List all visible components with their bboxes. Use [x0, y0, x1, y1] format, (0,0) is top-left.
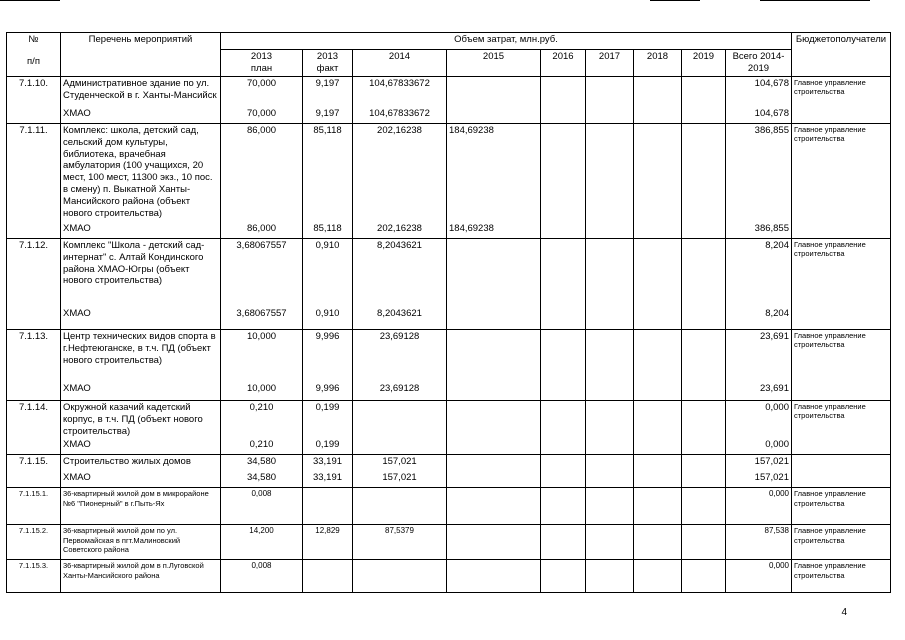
recipient: Главное управление строительства [792, 76, 891, 123]
header-2018: 2018 [634, 50, 682, 77]
table-row [7, 329, 891, 382]
value-2015 [447, 400, 541, 438]
sub-2013-plan: 86,000 [221, 222, 303, 239]
value-2013-fact [303, 488, 353, 525]
value-2014: 8,2043621 [353, 238, 447, 307]
item-number: 7.1.14. [7, 400, 61, 455]
item-name: Административное здание по ул. Студенческой в г. Ханты-Мансийск [61, 76, 221, 107]
value-empty [586, 400, 634, 438]
recipient: Главное управление строительства [792, 525, 891, 560]
item-number: 7.1.15.3. [7, 560, 61, 593]
header-2013-plan: 2013 план [221, 50, 303, 77]
value-empty [541, 400, 586, 438]
sub-2013-plan: 70,000 [221, 107, 303, 124]
table-row-sub [7, 438, 891, 455]
item-name: Комплекс: школа, детский сад, сельский дом культуры, библиотека, врачебная амбулатория (100 учащихся, 20 мест, 100 мест, 11300 экз., 10 пос. в смену) п. Выкатной Ханты-Мансийского района (объект нового строительства) [61, 123, 221, 222]
value-empty [634, 488, 682, 525]
cost-table [6, 32, 891, 593]
sub-2015 [447, 438, 541, 455]
value-empty [682, 438, 726, 455]
header-2014: 2014 [353, 50, 447, 77]
value-empty [541, 488, 586, 525]
value-2013-fact: 85,118 [303, 123, 353, 222]
recipient: Главное управление строительства [792, 123, 891, 238]
value-empty [682, 455, 726, 472]
sub-2014: 157,021 [353, 471, 447, 488]
value-2013-fact: 9,197 [303, 76, 353, 107]
value-total: 0,000 [726, 400, 792, 438]
header-cost: Объем затрат, млн.руб. [221, 33, 792, 50]
item-number: 7.1.15.2. [7, 525, 61, 560]
header-list: Перечень мероприятий [61, 33, 221, 77]
recipient: Главное управление строительства [792, 238, 891, 329]
value-empty [586, 329, 634, 382]
value-empty [682, 488, 726, 525]
value-empty [682, 307, 726, 330]
sub-2013-fact: 0,199 [303, 438, 353, 455]
table-row [7, 455, 891, 472]
value-empty [586, 222, 634, 239]
value-empty [634, 400, 682, 438]
value-empty [634, 382, 682, 401]
value-2013-fact: 9,996 [303, 329, 353, 382]
value-empty [634, 123, 682, 222]
value-empty [541, 382, 586, 401]
header-2013-fact: 2013 факт [303, 50, 353, 77]
value-empty [634, 525, 682, 560]
header-num: № п/п [7, 33, 61, 77]
table-row-sub [7, 307, 891, 330]
sub-2014: 23,69128 [353, 382, 447, 401]
value-2015 [447, 238, 541, 307]
value-2013-plan: 0,008 [221, 560, 303, 593]
value-2013-plan: 34,580 [221, 455, 303, 472]
item-region: ХМАО [61, 107, 221, 124]
value-2014: 104,67833672 [353, 76, 447, 107]
recipient: Главное управление строительства [792, 488, 891, 525]
value-empty [634, 238, 682, 307]
table-row [7, 400, 891, 438]
top-rule-left [0, 0, 60, 1]
value-empty [682, 471, 726, 488]
value-empty [541, 455, 586, 472]
value-empty [682, 107, 726, 124]
value-empty [586, 382, 634, 401]
item-region: ХМАО [61, 471, 221, 488]
value-2013-fact: 33,191 [303, 455, 353, 472]
value-2015 [447, 329, 541, 382]
value-empty [541, 123, 586, 222]
value-empty [586, 76, 634, 107]
value-2015 [447, 76, 541, 107]
value-empty [682, 329, 726, 382]
value-empty [541, 238, 586, 307]
value-2013-plan: 86,000 [221, 123, 303, 222]
item-name: 36-квартирный жилой дом по ул. Первомайская в пгт.Малиновский Советского района [61, 525, 221, 560]
recipient: Главное управление строительства [792, 329, 891, 400]
sub-2015 [447, 107, 541, 124]
sub-2013-plan: 34,580 [221, 471, 303, 488]
value-2014 [353, 400, 447, 438]
value-empty [682, 400, 726, 438]
header-total: Всего 2014-2019 [726, 50, 792, 77]
sub-total: 23,691 [726, 382, 792, 401]
value-empty [541, 525, 586, 560]
value-empty [541, 471, 586, 488]
value-empty [447, 525, 541, 560]
header-2015: 2015 [447, 50, 541, 77]
item-number: 7.1.15. [7, 455, 61, 488]
value-empty [586, 107, 634, 124]
table-row [7, 123, 891, 222]
value-2013-plan: 0,008 [221, 488, 303, 525]
item-number: 7.1.11. [7, 123, 61, 238]
header-2017: 2017 [586, 50, 634, 77]
value-empty [634, 307, 682, 330]
value-2013-plan: 14,200 [221, 525, 303, 560]
item-region: ХМАО [61, 307, 221, 330]
value-empty [634, 329, 682, 382]
value-empty [682, 238, 726, 307]
table-row-sub [7, 222, 891, 239]
value-2014: 202,16238 [353, 123, 447, 222]
sub-2013-fact: 33,191 [303, 471, 353, 488]
value-2013-plan: 10,000 [221, 329, 303, 382]
table-row [7, 560, 891, 593]
recipient: Главное управление строительства [792, 400, 891, 455]
value-2014: 157,021 [353, 455, 447, 472]
table-row-sub [7, 107, 891, 124]
sub-2013-plan: 10,000 [221, 382, 303, 401]
value-empty [634, 560, 682, 593]
value-2015 [447, 455, 541, 472]
table-row [7, 76, 891, 107]
value-2014: 87,5379 [353, 525, 447, 560]
sub-total: 104,678 [726, 107, 792, 124]
value-empty [586, 525, 634, 560]
value-empty [586, 560, 634, 593]
top-rule-right [760, 0, 870, 1]
value-empty [586, 488, 634, 525]
table-row [7, 525, 891, 560]
item-number: 7.1.15.1. [7, 488, 61, 525]
table-row-sub [7, 471, 891, 488]
sub-2013-fact: 85,118 [303, 222, 353, 239]
value-empty [447, 488, 541, 525]
value-2015: 184,69238 [447, 123, 541, 222]
value-empty [586, 123, 634, 222]
item-region: ХМАО [61, 438, 221, 455]
sub-2013-plan: 3,68067557 [221, 307, 303, 330]
sub-2013-plan: 0,210 [221, 438, 303, 455]
item-name: Центр технических видов спорта в г.Нефтеюганске, в т.ч. ПД (объект нового строительства) [61, 329, 221, 382]
page-number: 4 [841, 607, 847, 618]
value-total: 104,678 [726, 76, 792, 107]
value-total: 87,538 [726, 525, 792, 560]
value-2013-fact: 12,829 [303, 525, 353, 560]
value-empty [541, 307, 586, 330]
sub-total: 157,021 [726, 471, 792, 488]
value-2014 [353, 560, 447, 593]
sub-2015 [447, 471, 541, 488]
value-total: 157,021 [726, 455, 792, 472]
value-empty [682, 525, 726, 560]
value-empty [541, 438, 586, 455]
table-row-sub [7, 382, 891, 401]
sub-2015 [447, 382, 541, 401]
value-empty [634, 471, 682, 488]
value-2013-plan: 0,210 [221, 400, 303, 438]
value-total: 8,204 [726, 238, 792, 307]
value-2013-fact [303, 560, 353, 593]
value-empty [634, 222, 682, 239]
value-empty [634, 455, 682, 472]
value-total: 386,855 [726, 123, 792, 222]
table-row [7, 238, 891, 307]
sub-2013-fact: 9,197 [303, 107, 353, 124]
sub-2013-fact: 0,910 [303, 307, 353, 330]
item-number: 7.1.13. [7, 329, 61, 400]
sub-total: 0,000 [726, 438, 792, 455]
value-2013-fact: 0,910 [303, 238, 353, 307]
item-name: Окружной казачий кадетский корпус, в т.ч. ПД (объект нового строительства) [61, 400, 221, 438]
value-empty [682, 382, 726, 401]
value-2014 [353, 488, 447, 525]
value-empty [634, 76, 682, 107]
value-empty [541, 76, 586, 107]
value-empty [634, 107, 682, 124]
sub-2014 [353, 438, 447, 455]
item-region: ХМАО [61, 222, 221, 239]
value-empty [541, 329, 586, 382]
value-empty [682, 76, 726, 107]
value-2014: 23,69128 [353, 329, 447, 382]
item-number: 7.1.10. [7, 76, 61, 123]
value-2013-plan: 3,68067557 [221, 238, 303, 307]
item-region: ХМАО [61, 382, 221, 401]
sub-total: 386,855 [726, 222, 792, 239]
item-name: Комплекс "Школа - детский сад-интернат" с. Алтай Кондинского района ХМАО-Югры (объект нового строительства) [61, 238, 221, 307]
top-rule-mid [650, 0, 700, 1]
table-row [7, 488, 891, 525]
item-name: Строительство жилых домов [61, 455, 221, 472]
value-total: 0,000 [726, 488, 792, 525]
value-total: 23,691 [726, 329, 792, 382]
sub-2013-fact: 9,996 [303, 382, 353, 401]
value-2013-plan: 70,000 [221, 76, 303, 107]
recipient: Главное управление строительства [792, 560, 891, 593]
value-empty [586, 438, 634, 455]
value-2013-fact: 0,199 [303, 400, 353, 438]
value-empty [586, 471, 634, 488]
sub-2015: 184,69238 [447, 222, 541, 239]
sub-2014: 8,2043621 [353, 307, 447, 330]
value-empty [586, 307, 634, 330]
header-2019: 2019 [682, 50, 726, 77]
sub-2014: 104,67833672 [353, 107, 447, 124]
value-empty [586, 455, 634, 472]
value-empty [682, 560, 726, 593]
value-total: 0,000 [726, 560, 792, 593]
recipient [792, 455, 891, 488]
value-empty [586, 238, 634, 307]
item-number: 7.1.12. [7, 238, 61, 329]
item-name: 36-квартирный жилой дом в микрорайоне №6 "Пионерный" в г.Пыть-Ях [61, 488, 221, 525]
sub-total: 8,204 [726, 307, 792, 330]
value-empty [634, 438, 682, 455]
value-empty [447, 560, 541, 593]
value-empty [682, 222, 726, 239]
value-empty [541, 560, 586, 593]
sub-2014: 202,16238 [353, 222, 447, 239]
value-empty [541, 222, 586, 239]
value-empty [541, 107, 586, 124]
sub-2015 [447, 307, 541, 330]
value-empty [682, 123, 726, 222]
item-name: 36-квартирный жилой дом в п.Луговской Ханты-Мансийского района [61, 560, 221, 593]
header-2016: 2016 [541, 50, 586, 77]
header-recipient: Бюджетополучатели [792, 33, 891, 77]
